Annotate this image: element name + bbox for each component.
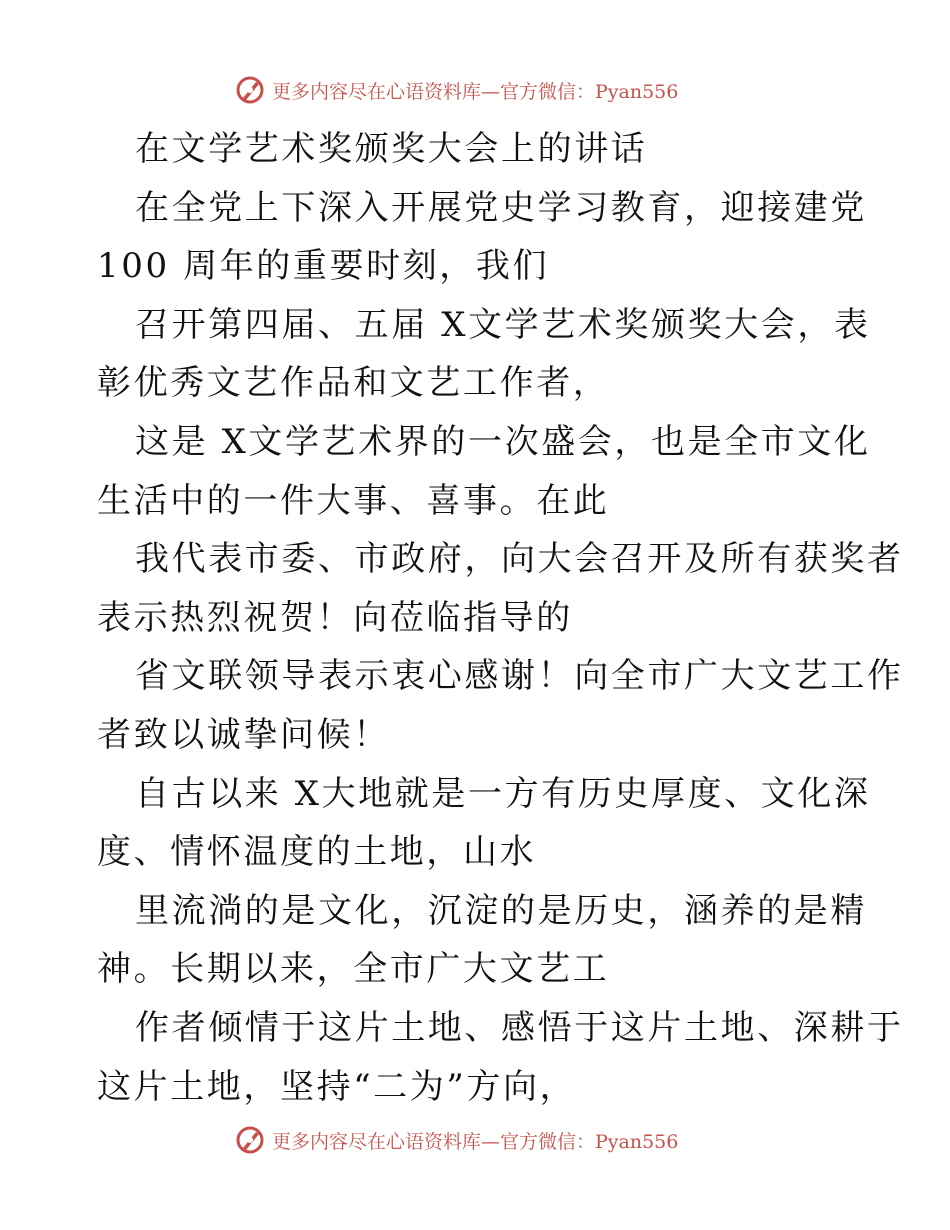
document-body (97, 120, 904, 1116)
text-line: 100 周年的重要时刻，我们 (97, 246, 550, 287)
text-line: 召开第四届、五届 X文学艺术奖颁奖大会，表 (135, 304, 871, 345)
text-line: 自古以来 X大地就是一方有历史厚度、文化深 (135, 773, 871, 814)
watermark-text: 更多内容尽在心语资料库—官方微信：Pyan556 (272, 1130, 679, 1153)
text-line: 在全党上下深入开展党史学习教育，迎接建党 (135, 187, 867, 228)
watermark-text: 更多内容尽在心语资料库—官方微信：Pyan556 (272, 80, 679, 103)
text-line: 省文联领导表示衷心感谢！向全市广大文艺工作 (135, 656, 904, 697)
text-line: 彰优秀文艺作品和文艺工作者， (97, 363, 610, 404)
text-line: 度、情怀温度的土地，山水 (97, 832, 537, 873)
header-watermark (234, 73, 678, 107)
text-line: 表示热烈祝贺！向莅临指导的 (97, 597, 573, 638)
text-line: 这是 X文学艺术界的一次盛会，也是全市文化 (135, 421, 871, 462)
text-line: 这片土地，坚持“二为”方向， (97, 1066, 577, 1107)
text-line: 者致以诚挚问候！ (97, 714, 390, 755)
text-line: 神。长期以来，全市广大文艺工 (97, 949, 610, 990)
footer-watermark (234, 1123, 678, 1157)
pen-logo-icon (234, 74, 266, 106)
text-line: 我代表市委、市政府，向大会召开及所有获奖者 (135, 539, 904, 580)
text-line: 作者倾情于这片土地、感悟于这片土地、深耕于 (135, 1007, 904, 1048)
pen-logo-icon (234, 1124, 266, 1156)
text-line: 在文学艺术奖颁奖大会上的讲话 (135, 129, 648, 169)
text-line: 生活中的一件大事、喜事。在此 (97, 480, 610, 521)
text-line: 里流淌的是文化，沉淀的是历史，涵养的是精 (135, 890, 867, 931)
